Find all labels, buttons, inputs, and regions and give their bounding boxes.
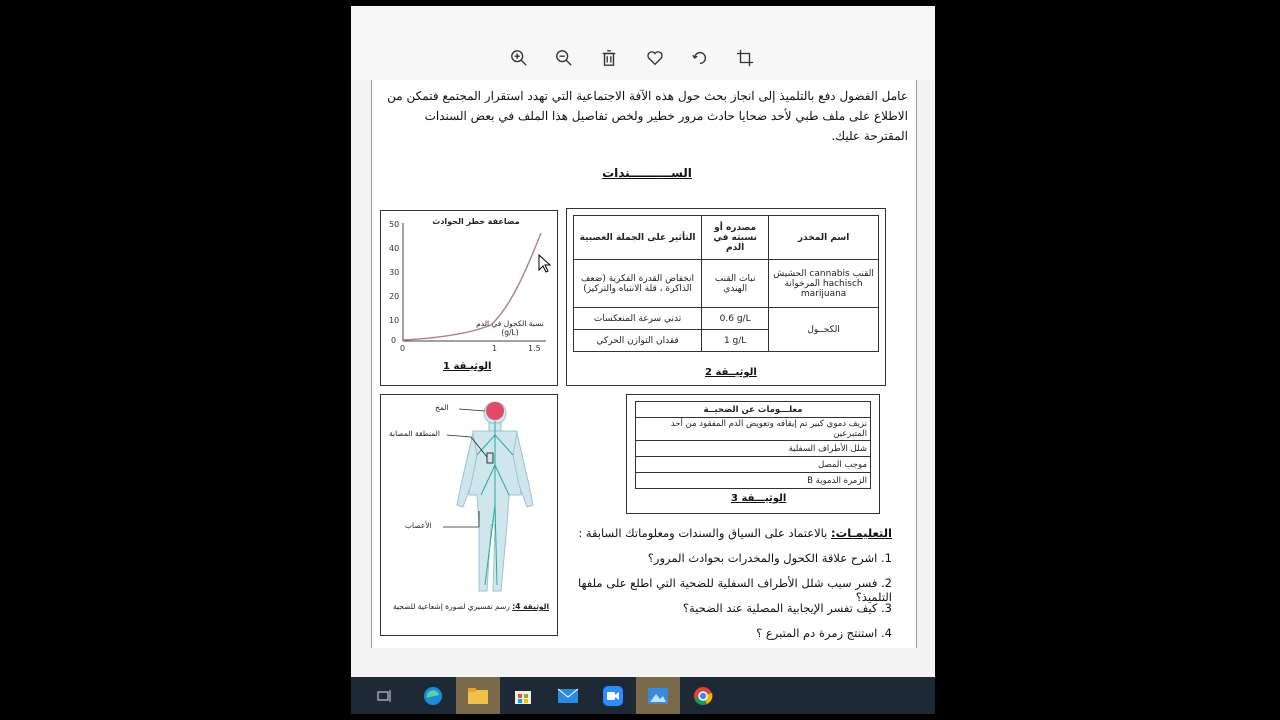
- document-page: [371, 80, 917, 648]
- victim-info-table: [635, 401, 871, 489]
- table-cell: 0.6 g/L: [702, 308, 769, 330]
- table-cell: نبات القنب الهندي: [702, 260, 769, 308]
- x-tick: 1: [492, 344, 498, 353]
- document-2-table: [566, 208, 886, 386]
- list-item: نزيف دموي كبير تم إيقافه وتعويض الدم المفقود من أحد المتبرعين: [636, 418, 871, 441]
- zoom-in-icon[interactable]: [507, 46, 531, 70]
- list-item: شلل الأطراف السفلية: [636, 441, 871, 457]
- table-header: مصدره أو نسبته في الدم: [702, 216, 769, 260]
- brain-mark: [486, 402, 504, 420]
- photos-icon[interactable]: [636, 677, 680, 714]
- y-tick: 10: [389, 316, 400, 325]
- store-icon[interactable]: [501, 677, 545, 714]
- document-3-victim-info: [626, 394, 880, 514]
- table-cell: فقدان التوازن الحركي: [574, 330, 702, 352]
- y-tick: 0: [391, 336, 397, 345]
- photo-viewer-window: [351, 6, 935, 714]
- y-tick: 40: [389, 244, 400, 253]
- file-explorer-icon[interactable]: [456, 677, 500, 714]
- instructions-label: التعليمـات:: [831, 526, 892, 540]
- heart-icon[interactable]: [643, 46, 667, 70]
- risk-curve-chart: [381, 211, 557, 361]
- document-4-body-diagram: [380, 394, 558, 636]
- table-cell: تدني سرعة المنعكسات: [574, 308, 702, 330]
- intro-paragraph: عامل الفضول دفع بالتلميذ إلى انجاز بحث حول هذه الآفة الاجتماعية التي تهدد استقرار المجتمع فتمكن من الاطلاع على ملف طبي لأحد ضحايا حادث مرور خطير ولخص تفاصيل هذا الملف في بعض السندات المقترحة عليك.: [387, 89, 908, 143]
- curve-label: نسبة الكحول في الدم (g/L): [476, 319, 544, 337]
- question-3: 3. كيف تفسر الإيجابية المصلية عند الضحية؟: [682, 601, 892, 615]
- instructions: [552, 526, 892, 651]
- zoom-app-icon[interactable]: [591, 677, 635, 714]
- question-2: 2. فسر سبب شلل الأطراف السفلية للضحية التي اطلع على ملفها التلميذ؟: [578, 576, 892, 604]
- document-4-caption-label: الوثيقة 4:: [512, 602, 550, 611]
- instructions-intro-line: [552, 526, 892, 543]
- list-item: موجب المصل: [636, 457, 871, 473]
- chrome-icon[interactable]: [681, 677, 725, 714]
- document-3-caption: الوثيـــقة 3: [731, 493, 787, 504]
- x-tick: 0: [400, 344, 406, 353]
- instructions-intro: بالاعتماد على السياق والسندات ومعلوماتك السابقة :: [578, 526, 828, 540]
- table-row: [574, 308, 879, 330]
- zoom-out-icon[interactable]: [552, 46, 576, 70]
- label-brain: المخ: [435, 403, 449, 412]
- y-tick: 50: [389, 220, 400, 229]
- question-1: 1. اشرح علاقة الكحول والمخدرات بحوادث المرور؟: [647, 551, 892, 565]
- document-4-caption: [391, 601, 551, 612]
- mouse-cursor-icon: [538, 254, 552, 274]
- x-tick: 1.5: [528, 344, 541, 353]
- document-1-graph: [380, 210, 558, 386]
- table-cell: انخفاض القدرة الفكرية (ضعف الذاكرة ، قلة الانتباه والتركيز): [574, 260, 702, 308]
- rotate-icon[interactable]: [688, 46, 712, 70]
- table-cell: القنب cannabis الحشيش hachisch المرخوانة marijuana: [769, 260, 879, 308]
- mail-icon[interactable]: [546, 677, 590, 714]
- y-tick: 30: [389, 268, 400, 277]
- chart-title: مضاعفة خطر الحوادث: [432, 217, 520, 226]
- document-4-caption-text: رسم تفسيري لصورة إشعاعية للضحية: [392, 602, 510, 611]
- table-row: [574, 260, 879, 308]
- label-injured-area: المنطقة المصابة: [389, 429, 440, 438]
- table-header: التأثير على الجملة العصبية: [574, 216, 702, 260]
- viewer-toolbar: [351, 6, 935, 80]
- edge-icon[interactable]: [411, 677, 455, 714]
- label-nerves: الأعصاب: [405, 521, 432, 530]
- y-tick: 20: [389, 292, 400, 301]
- taskbar: [351, 677, 935, 714]
- section-heading: الســــــــــندات: [602, 166, 692, 180]
- table-cell: الكحــول: [769, 308, 879, 352]
- trash-icon[interactable]: [597, 46, 621, 70]
- drugs-table: [573, 215, 879, 352]
- victim-info-title: معلـــومات عن الضحيــة: [636, 402, 871, 418]
- question-4: 4. استنتج زمرة دم المتبرع ؟: [756, 626, 892, 640]
- crop-icon[interactable]: [733, 46, 757, 70]
- task-view-icon[interactable]: [363, 677, 407, 714]
- table-header: اسم المخدر: [769, 216, 879, 260]
- table-cell: 1 g/L: [702, 330, 769, 352]
- document-1-caption: الوثيـقة 1: [443, 361, 492, 372]
- list-item: الزمرة الدموية B: [636, 473, 871, 489]
- document-2-caption: الوثيــقة 2: [705, 367, 757, 378]
